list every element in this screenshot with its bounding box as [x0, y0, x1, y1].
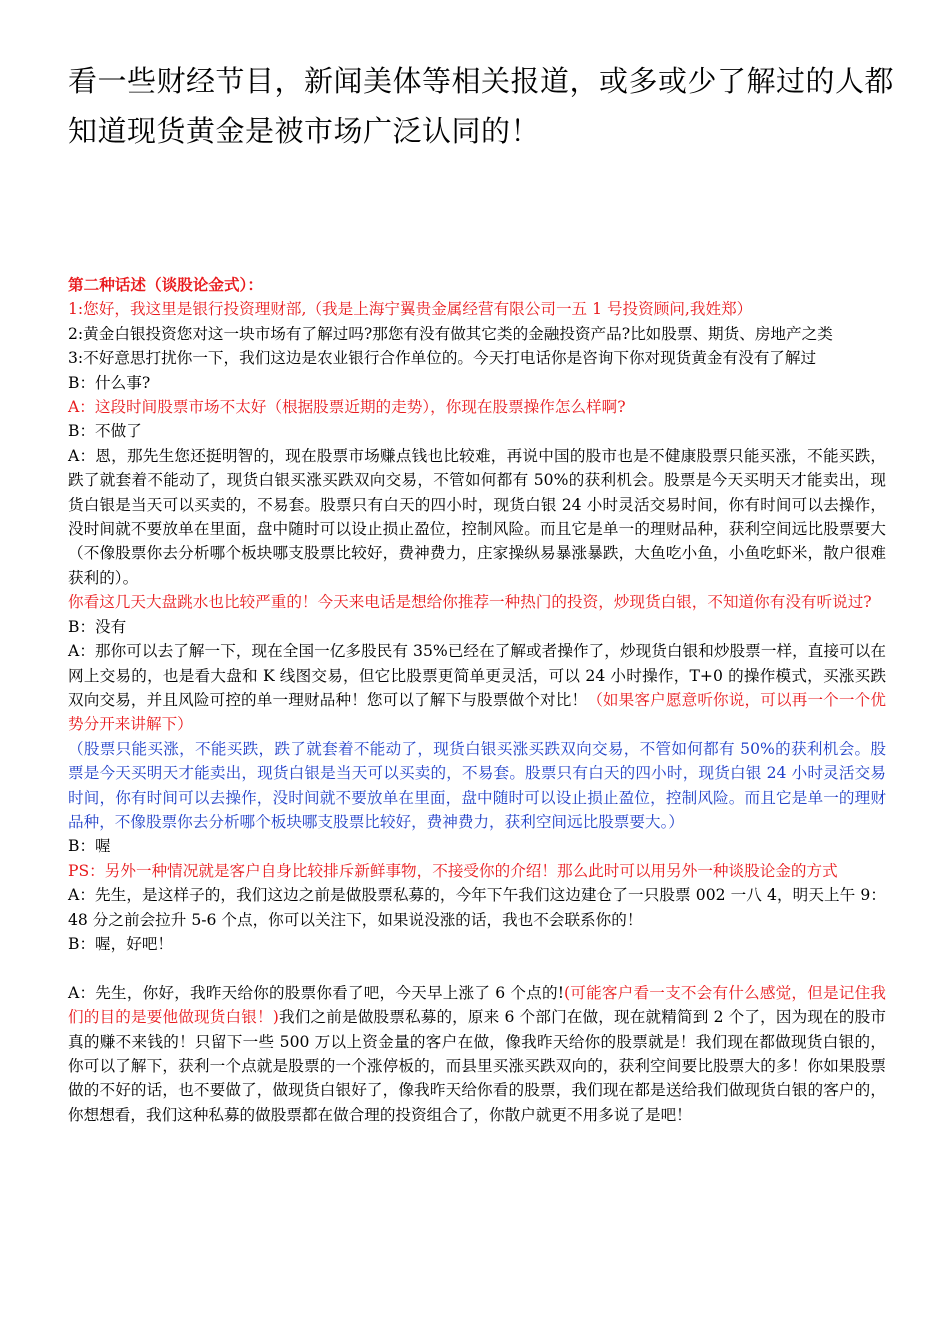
dialogue-a-2: A：恩，那先生您还挺明智的，现在股票市场赚点钱也比较难，再说中国的股市也是不健康股票只能买涨，不能买跌，跌了就套着不能动了，现货白银买涨买跌双向交易，不管如何都有 50%的获利机会。股票是今天买明天才能卖出，现货白银是当天可以买卖的，不易套。股票只有白天的四小时，现货白银 24 小时灵活交易时间，你有时间可以去操作，没时间就不要放单在里面，盘中随时可以设止损止盈位，控制风险。而且它是单一的理财品种，获利空间远比股票要大（不像股票你去分析哪个板块哪支股票比较好，费神费力，庄家操纵易暴涨暴跌，大鱼吃小鱼，小鱼吃虾米，散户很难获利的）。 [68, 446, 886, 587]
dialogue-a-4: A：先生，是这样子的，我们这边之前是做股票私募的，今年下午我们这边建仓了一只股票 002 一八 4，明天上午 9：48 分之前会拉升 5-6 个点，你可以关注下，如果说没涨的话，我也不会联系你的！ [68, 886, 886, 929]
dialogue-a-5 [68, 981, 886, 1127]
headline-line-1: 看一些财经节目，新闻美体等相关报道，或多或少了解过的人都 [68, 64, 895, 98]
ps-note: PS：另外一种情况就是客户自身比较排斥新鲜事物，不接受你的介绍！那么此时可以用另外一种谈股论金的方式 [68, 861, 838, 880]
dialogue-a-1: A：这段时间股票市场不太好（根据股票近期的走势），你现在股票操作怎么样啊? [68, 398, 626, 417]
headline-line-2: 知道现货黄金是被市场广泛认同的！ [68, 114, 541, 148]
dialogue-b-2: B：不做了 [68, 422, 142, 441]
paragraph-opening-1: 1:您好，我这里是银行投资理财部,（我是上海宁翼贵金属经营有限公司一五 1 号投资顾问,我姓郑） [68, 300, 753, 319]
script-body [68, 273, 886, 1127]
paragraph-opening-2: 2:黄金白银投资您对这一块市场有了解过吗?那您有没有做其它类的金融投资产品?比如股票、期货、房地产之类 [68, 324, 833, 343]
dialogue-a-3-main: A：那你可以去了解一下，现在全国一亿多股民有 35%已经在了解或者操作了，炒现货白银和炒股票一样，直接可以在网上交易的，也是看大盘和 K 线图交易，但它比股票更简单更灵活，可以 24 小时操作，T+0 的操作模式，买涨买跌双向交易，并且风险可控的单一理财品种！您可以了解下与股票做个对比！ [68, 642, 886, 709]
dialogue-a-3 [68, 639, 886, 737]
section-title: 第二种话述（谈股论金式）： [68, 275, 263, 294]
dialogue-b-3: B：没有 [68, 617, 127, 636]
dialogue-b-4: B：喔 [68, 837, 111, 856]
dialogue-a-5-note: (可能客户看一支不会有什么感觉，但是记住我们的目的是要他做现货白银！) [68, 983, 886, 1027]
blue-explanation: （股票只能买涨，不能买跌，跌了就套着不能动了，现货白银买涨买跌双向交易，不管如何都有 50%的获利机会。股票是今天买明天才能卖出，现货白银是当天可以买卖的，不易套。股票只有白天的四小时，现货白银 24 小时灵活交易时间，你有时间可以去操作，没时间就不要放单在里面，盘中随时可以设止损止盈位，控制风险。而且它是单一的理财品种，不像股票你去分析哪个板块哪支股票比较好，费神费力，获利空间远比股票要大。） [68, 739, 886, 831]
red-note-1: 你看这几天大盘跳水也比较严重的！今天来电话是想给你推荐一种热门的投资，炒现货白银，不知道你有没有听说过? [68, 593, 872, 612]
dialogue-b-1: B：什么事? [68, 373, 151, 392]
dialogue-a-5-end: 我们之前是做股票私募的，原来 6 个部门在做，现在就精简到 2 个了，因为现在的股市真的赚不来钱的！只留下一些 500 万以上资金量的客户在做，像我昨天给你的股票就是！我们现在都做现货白银的，你可以了解下，获利一个点就是股票的一个涨停板的，而县里买涨买跌双向的，获利空间要比股票大的多！你如果股票做的不好的话，也不要做了，做现货白银好了，像我昨天给你看的股票，我们现在都是送给我们做现货白银的客户的，你想想看，我们这种私募的做股票都在做合理的投资组合了，你散户就更不用多说了是吧！ [68, 1008, 887, 1124]
dialogue-a-5-start: A：先生，你好，我昨天给你的股票你看了吧，今天早上涨了 6 个点的! [68, 983, 565, 1002]
paragraph-gap [68, 956, 886, 980]
dialogue-a-3-note: （如果客户愿意听你说，可以再一个一个优势分开来讲解下） [68, 690, 886, 734]
headline [68, 56, 898, 156]
dialogue-b-5: B：喔，好吧！ [68, 934, 174, 953]
paragraph-opening-3: 3:不好意思打扰你一下，我们这边是农业银行合作单位的。今天打电话你是咨询下你对现货黄金有没有了解过 [68, 349, 817, 368]
